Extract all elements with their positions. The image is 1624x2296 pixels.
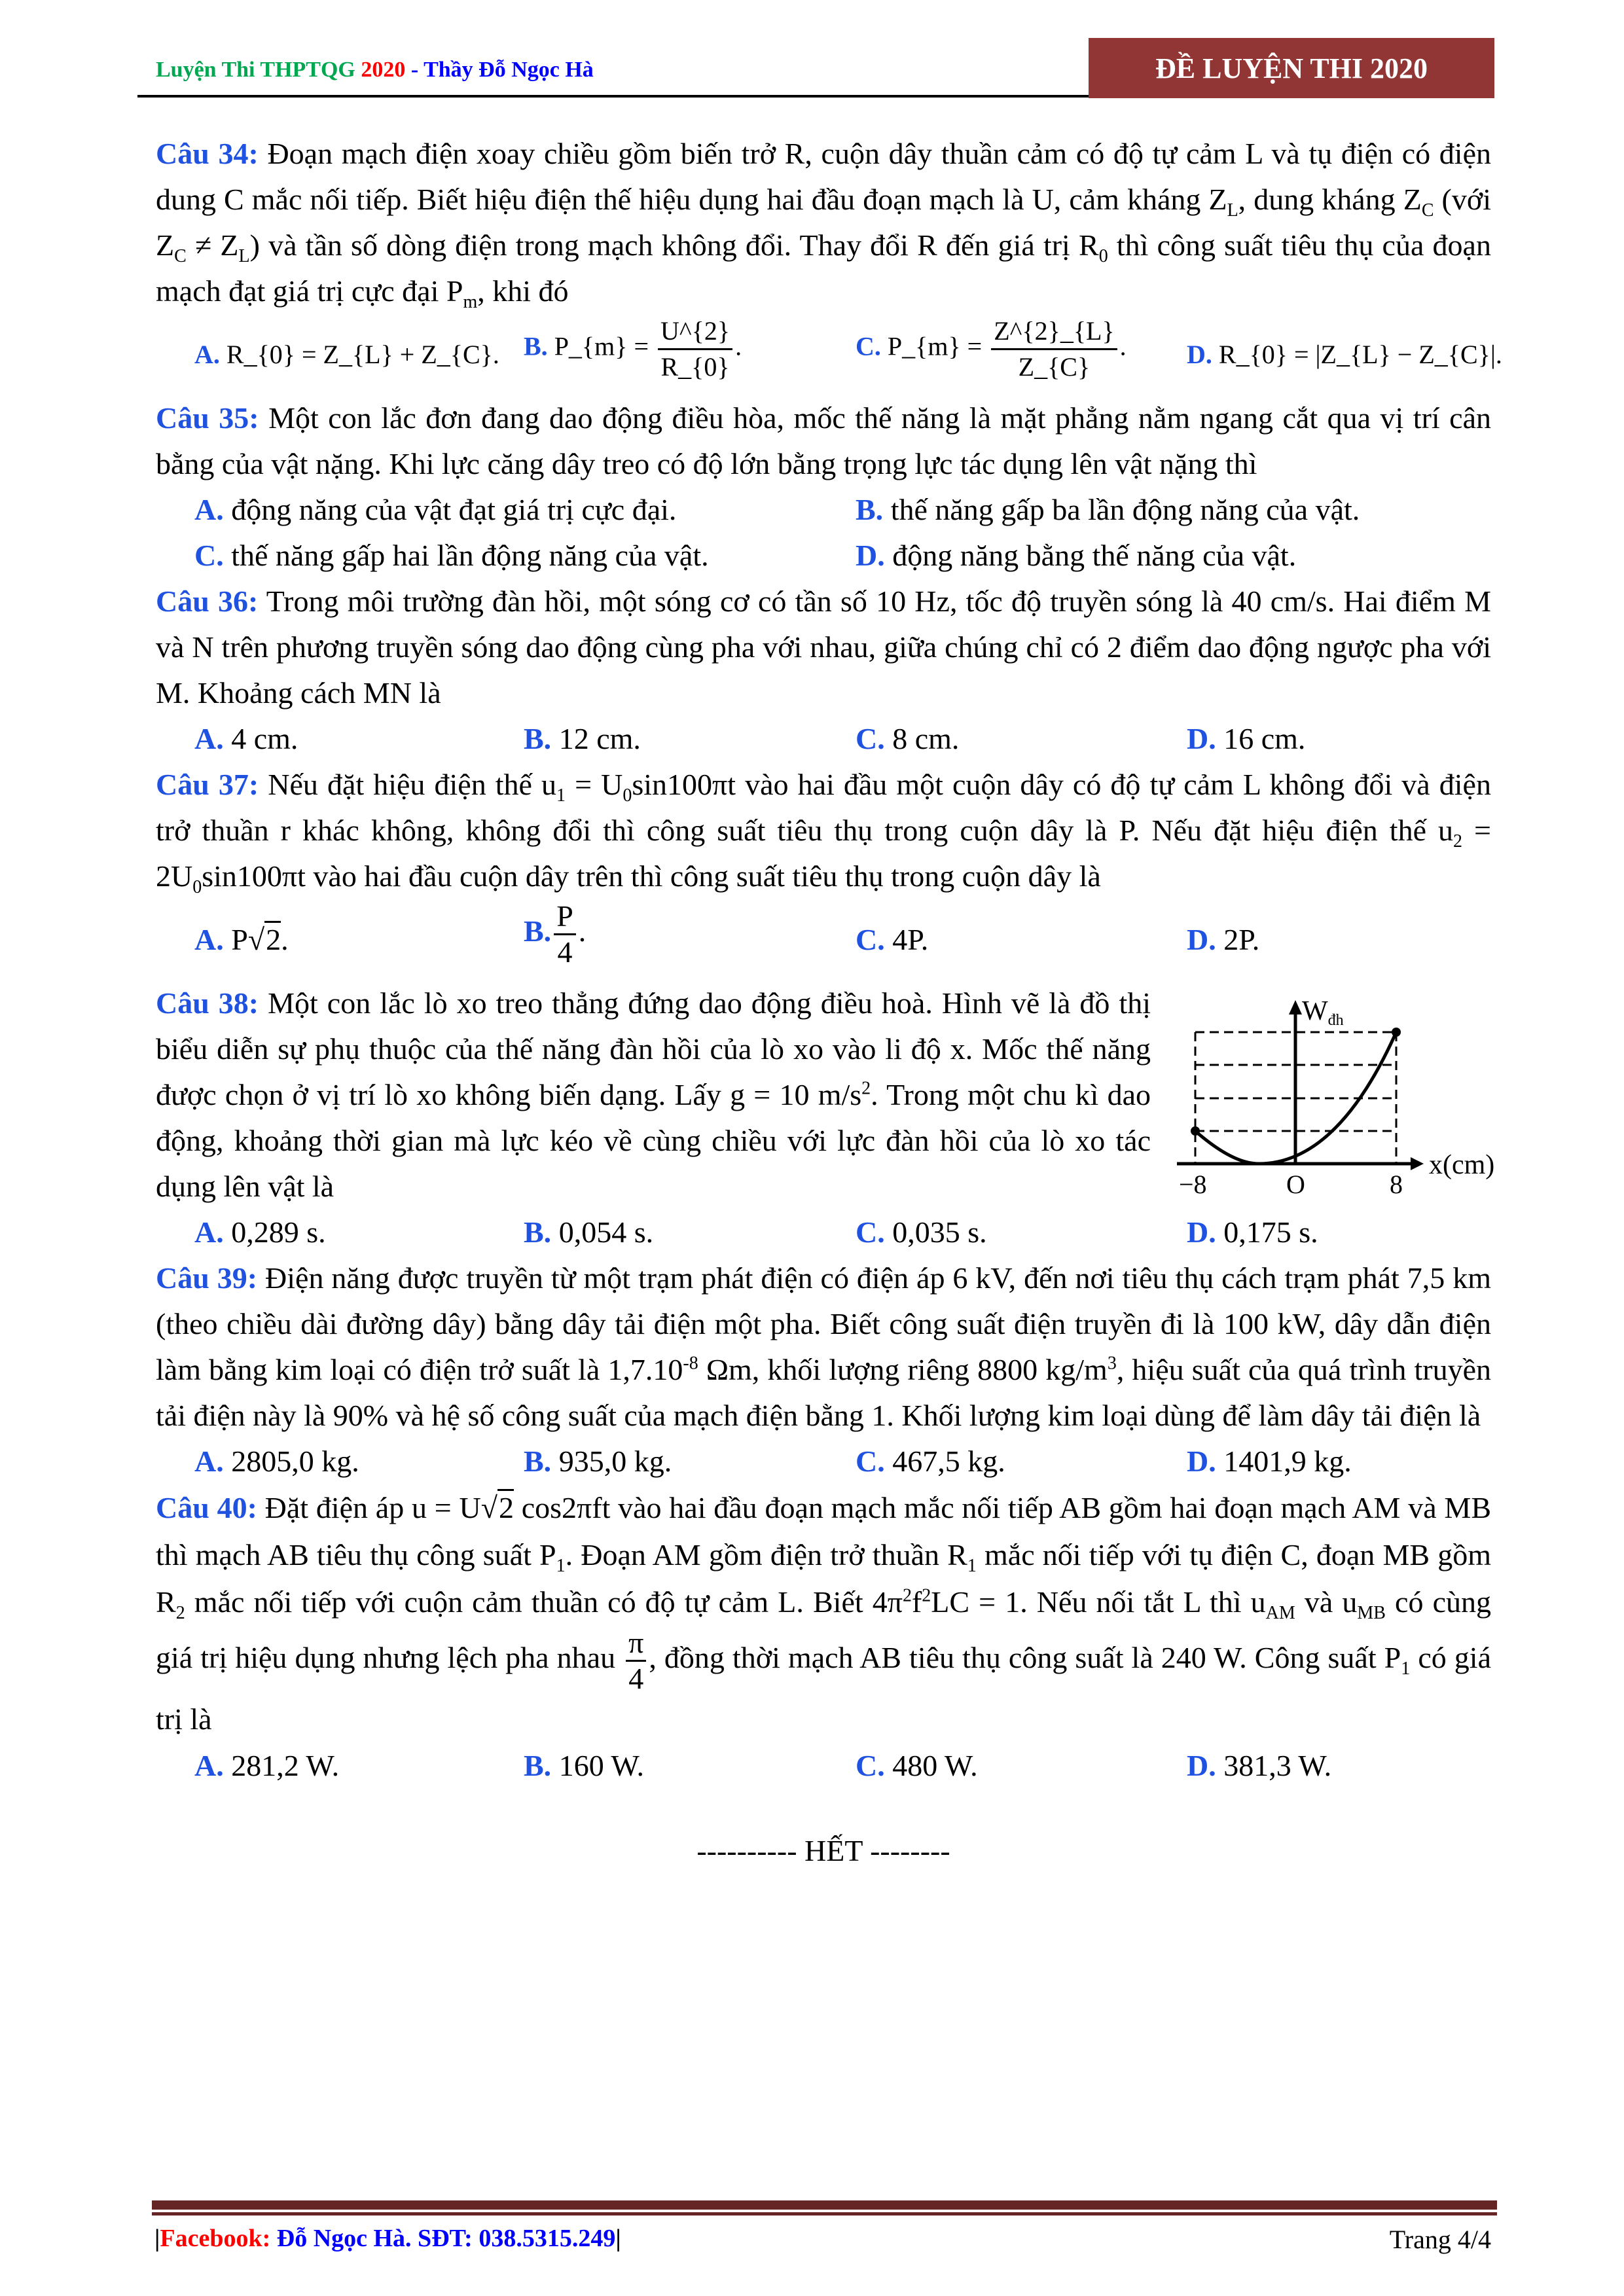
option-letter: D.: [1187, 1749, 1216, 1782]
option-letter: A.: [194, 1215, 224, 1249]
option-c[interactable]: [194, 533, 709, 579]
tick-label: −8: [1179, 1170, 1207, 1199]
option-c[interactable]: [856, 1439, 1005, 1484]
option-d[interactable]: [1187, 917, 1259, 963]
option-letter: B.: [524, 914, 552, 948]
option-d[interactable]: [1187, 1439, 1352, 1484]
option-d[interactable]: [1187, 1743, 1331, 1789]
options-35-row2: [156, 533, 1491, 579]
options-38: [156, 1210, 1491, 1255]
option-text: 2P.: [1216, 923, 1260, 956]
option-text: P_{m} =: [880, 331, 989, 361]
question-37: [156, 762, 1491, 899]
question-text: Nếu đặt hiệu điện thế $u_1 = U_0\sin 100\pi t$ vào hai đầu một cuộn dây có độ tự cảm L không đổi và điện trở thuần r khác không, không đổi thì công suất tiêu thụ trong cuộn dây là P. Nếu đặt hiệu điện thế $u_2 = 2U_0\sin 100\pi t$ vào hai đầu cuộn dây trên thì công suất tiêu thụ trong cuộn dây là: [156, 768, 1491, 898]
option-d[interactable]: [1187, 332, 1502, 378]
curve-end-point: [1392, 1028, 1401, 1037]
numerator: Z^{2}_{L}: [991, 314, 1117, 350]
footer-rule: [152, 2200, 1497, 2210]
facebook-label: Facebook:: [160, 2225, 277, 2252]
option-d[interactable]: [1187, 716, 1305, 762]
header-title: [156, 58, 594, 82]
elastic-energy-graph: [1161, 980, 1566, 1203]
option-letter: A.: [194, 340, 220, 369]
option-letter: C.: [856, 1215, 885, 1249]
option-text: 0,175 s.: [1216, 1215, 1318, 1249]
option-text: thế năng gấp ba lần động năng của vật.: [883, 493, 1360, 526]
option-letter: A.: [194, 923, 224, 956]
question-38: [156, 980, 1151, 1210]
option-text: R_{0} = Z_{L} + Z_{C}.: [219, 340, 499, 369]
denominator: R_{0}: [660, 352, 730, 382]
end-marker: ---------- HẾT --------: [696, 1834, 950, 1867]
numerator: P: [554, 899, 576, 935]
question-39: [156, 1255, 1491, 1439]
denominator: 4: [557, 935, 573, 969]
option-a[interactable]: [194, 1743, 339, 1789]
question-label: Câu 40:: [156, 1491, 257, 1524]
option-text: 12 cm.: [551, 722, 641, 755]
question-34: [156, 131, 1491, 314]
option-text: P: [223, 923, 248, 956]
option-letter: B.: [524, 722, 552, 755]
question-text: Đặt điện áp u = U: [257, 1491, 481, 1524]
question-text: Đoạn mạch điện xoay chiều gồm biến trở R, cuộn dây thuần cảm có độ tự cảm L và tụ điện có điện dung C mắc nối tiếp. Biết hiệu điện thế hiệu dụng hai đầu đoạn mạch là U, cảm kháng $Z_L$, dung kháng $Z_C$ (với $Z_C \ne Z_L$) và tần số dòng điện trong mạch không đổi. Thay đổi R đến giá trị $R_0$ thì công suất tiêu thụ của đoạn mạch đạt giá trị cực đại $P_m$, khi đó: [156, 137, 1491, 313]
options-37: [156, 899, 1491, 980]
y-axis-arrow: [1289, 1000, 1302, 1014]
options-34: [156, 314, 1502, 395]
options-35-row1: [156, 487, 1491, 533]
option-text: động năng của vật đạt giá trị cực đại.: [223, 493, 677, 526]
header-year: 2020: [361, 58, 406, 82]
option-c[interactable]: [856, 716, 959, 762]
header-badge: ĐỀ LUYỆN THI 2020: [1089, 38, 1494, 98]
header-author: - Thầy Đỗ Ngọc Hà: [405, 58, 594, 82]
option-letter: B.: [856, 493, 884, 526]
option-text: 935,0 kg.: [551, 1444, 672, 1478]
y-axis-label: Wđh: [1302, 996, 1344, 1029]
question-label: Câu 34:: [156, 137, 259, 170]
option-letter: D.: [1187, 1215, 1216, 1249]
option-text: 160 W.: [551, 1749, 645, 1782]
option-text: 4 cm.: [223, 722, 298, 755]
option-b[interactable]: [524, 1210, 653, 1255]
option-letter: B.: [524, 1444, 552, 1478]
option-letter: A.: [194, 1749, 224, 1782]
option-letter: C.: [194, 539, 224, 572]
option-a[interactable]: [194, 487, 676, 533]
footer-rule-thin: [152, 2212, 1497, 2215]
option-text: 4P.: [884, 923, 929, 956]
option-text: .: [735, 331, 742, 361]
option-letter: B.: [524, 1749, 552, 1782]
option-letter: B.: [524, 1215, 552, 1249]
question-label: Câu 35:: [156, 401, 259, 435]
option-letter: A.: [194, 1444, 224, 1478]
header-series: Luyện Thi THPTQG: [156, 58, 361, 82]
option-a[interactable]: [194, 716, 298, 762]
denominator: 4: [628, 1662, 644, 1695]
curve-start-point: [1191, 1126, 1200, 1136]
option-b[interactable]: [524, 1439, 672, 1484]
option-letter: D.: [1187, 1444, 1216, 1478]
option-letter: A.: [194, 493, 224, 526]
option-text: 0,035 s.: [884, 1215, 987, 1249]
option-text: 480 W.: [884, 1749, 978, 1782]
option-d[interactable]: [856, 533, 1296, 579]
option-b[interactable]: [524, 1743, 644, 1789]
option-letter: C.: [856, 1749, 885, 1782]
option-text: 1401,9 kg.: [1216, 1444, 1352, 1478]
option-letter: D.: [856, 539, 885, 572]
option-text: 16 cm.: [1216, 722, 1306, 755]
question-label: Câu 39:: [156, 1261, 258, 1295]
option-letter: C.: [856, 923, 885, 956]
option-letter: D.: [1187, 722, 1216, 755]
option-text: R_{0} = |Z_{L} − Z_{C}|.: [1212, 340, 1502, 369]
option-text: động năng bằng thế năng của vật.: [884, 539, 1297, 572]
option-b[interactable]: [524, 314, 742, 384]
x-axis-arrow: [1411, 1157, 1424, 1170]
options-36: [156, 716, 1491, 762]
option-letter: B.: [524, 331, 548, 361]
question-text: Một con lắc lò xo treo thẳng đứng dao động điều hoà. Hình vẽ là đồ thị biểu diễn sự phụ thuộc của thế năng đàn hồi của lò xo vào li độ x. Mốc thế năng được chọn ở vị trí lò xo không biến dạng. Lấy g = 10 $m/s^2$. Trong một chu kì dao động, khoảng thời gian mà lực kéo về cùng chiều với lực đàn hồi của lò xo tác dụng lên vật là: [156, 986, 1151, 1203]
fraction: [554, 899, 576, 969]
option-b[interactable]: [856, 487, 1360, 533]
facebook-name: Đỗ Ngọc Hà. SĐT: 038.5315.249: [276, 2225, 616, 2252]
question-35: [156, 395, 1491, 487]
numerator: U^{2}: [658, 314, 732, 350]
fraction: [658, 314, 732, 384]
option-text: 281,2 W.: [223, 1749, 340, 1782]
fraction: [626, 1626, 646, 1696]
sqrt-radicand: 2: [264, 921, 281, 956]
option-text: .: [281, 923, 289, 956]
option-text: 0,289 s.: [223, 1215, 326, 1249]
sqrt-radicand: 2: [497, 1489, 514, 1524]
option-text: .: [1119, 331, 1127, 361]
header-rule: [137, 95, 1093, 98]
option-text: 467,5 kg.: [884, 1444, 1005, 1478]
footer-contact: |Facebook: Đỗ Ngọc Hà. SĐT: 038.5315.249|: [154, 2225, 621, 2252]
question-text: cos2πft vào hai đầu đoạn mạch mắc nối tiếp AB gồm hai đoạn mạch AM và MB thì mạch AB tiêu thụ công suất $P_1$. Đoạn AM gồm điện trở thuần $R_1$ mắc nối tiếp với tụ điện C, đoạn MB gồm $R_2$ mắc nối tiếp với cuộn cảm thuần có độ tự cảm L. Biết $4\pi^2f^2LC = 1$. Nếu nối tắt L thì $u_{AM}$ và $u_{MB}$ có cùng giá trị hiệu dụng nhưng lệch pha nhau: [156, 1491, 1491, 1675]
question-text: Một con lắc đơn đang dao động điều hòa, mốc thế năng là mặt phẳng nằm ngang cắt qua vị trí cân bằng của vật nặng. Khi lực căng dây treo có độ lớn bằng trọng lực tác dụng lên vật nặng thì: [156, 401, 1492, 480]
option-letter: C.: [856, 722, 885, 755]
question-36: [156, 579, 1491, 716]
numerator: π: [626, 1626, 646, 1662]
question-text: Điện năng được truyền từ một trạm phát điện có điện áp 6 kV, đến nơi tiêu thụ cách trạm phát 7,5 km (theo chiều dài đường dây) bằng dây tải điện một pha. Biết công suất điện truyền đi là 100 kW, dây dẫn điện làm bằng kim loại có điện trở suất là $1,7.10^{-8}$ Ωm, khối lượng riêng 8800 $kg/m^3$, hiệu suất của quá trình truyền tải điện này là 90% và hệ số công suất của mạch điện bằng 1. Khối lượng kim loại dùng để làm dây tải điện là: [156, 1261, 1491, 1432]
question-text: , đồng thời mạch AB tiêu thụ công suất là 240 W. Công suất $P_1$ có giá trị là: [156, 1641, 1491, 1736]
option-text: thế năng gấp hai lần động năng của vật.: [223, 539, 709, 572]
option-text: .: [578, 914, 586, 948]
option-text: 381,3 W.: [1216, 1749, 1332, 1782]
page-number: Trang 4/4: [1389, 2225, 1491, 2254]
question-label: Câu 38:: [156, 986, 259, 1020]
option-c[interactable]: [856, 917, 928, 963]
option-letter: D.: [1187, 340, 1212, 369]
options-39: [156, 1439, 1491, 1484]
question-label: Câu 37:: [156, 768, 259, 801]
x-axis-label: x(cm): [1429, 1150, 1495, 1180]
option-letter: C.: [856, 331, 881, 361]
option-text: 0,054 s.: [551, 1215, 654, 1249]
option-a[interactable]: A. P√2.: [194, 917, 289, 963]
option-text: 8 cm.: [884, 722, 960, 755]
option-letter: A.: [194, 722, 224, 755]
fraction: [991, 314, 1117, 384]
option-c[interactable]: [856, 1210, 987, 1255]
exam-content: [156, 131, 1502, 1874]
option-b[interactable]: [524, 716, 641, 762]
option-text: 2805,0 kg.: [223, 1444, 359, 1478]
option-c[interactable]: [856, 1743, 978, 1789]
options-40: [156, 1743, 1491, 1789]
denominator: Z_{C}: [1018, 352, 1091, 382]
option-letter: C.: [856, 1444, 885, 1478]
option-letter: D.: [1187, 923, 1216, 956]
option-c[interactable]: [856, 314, 1127, 384]
tick-label: 8: [1390, 1170, 1403, 1199]
option-a[interactable]: [194, 1439, 359, 1484]
question-40: Câu 40: Đặt điện áp u = U√2 cos2πft vào hai đầu đoạn mạch mắc nối tiếp AB gồm hai đoạn mạch AM và MB thì mạch AB tiêu thụ công suất $P_1$. Đoạn AM gồm điện trở thuần $R_1$ mắc nối tiếp với tụ điện C, đoạn MB gồm $R_2$ mắc nối tiếp với cuộn cảm thuần có độ tự cảm L. Biết $4\pi^2f^2LC = 1$. Nếu nối tắt L thì $u_{AM}$ và $u_{MB}$ có cùng giá trị hiệu dụng nhưng lệch pha nhau $\frac{\pi}{4}$ , đồng thời mạch AB tiêu thụ công suất là 240 W. Công suất $P_1$ có giá trị là: [156, 1484, 1491, 1743]
option-text: P_{m} =: [547, 331, 656, 361]
option-b[interactable]: [524, 899, 586, 969]
option-a[interactable]: [194, 1210, 326, 1255]
option-d[interactable]: [1187, 1210, 1318, 1255]
question-text: Trong môi trường đàn hồi, một sóng cơ có tần số 10 Hz, tốc độ truyền sóng là 40 cm/s. Hai điểm M và N trên phương truyền sóng dao động cùng pha với nhau, giữa chúng chỉ có 2 điểm dao động ngược pha với M. Khoảng cách MN là: [156, 584, 1491, 709]
option-a[interactable]: [194, 332, 499, 378]
tick-label: O: [1286, 1170, 1305, 1199]
question-38-block: [156, 980, 1495, 1210]
question-label: Câu 36:: [156, 584, 259, 618]
